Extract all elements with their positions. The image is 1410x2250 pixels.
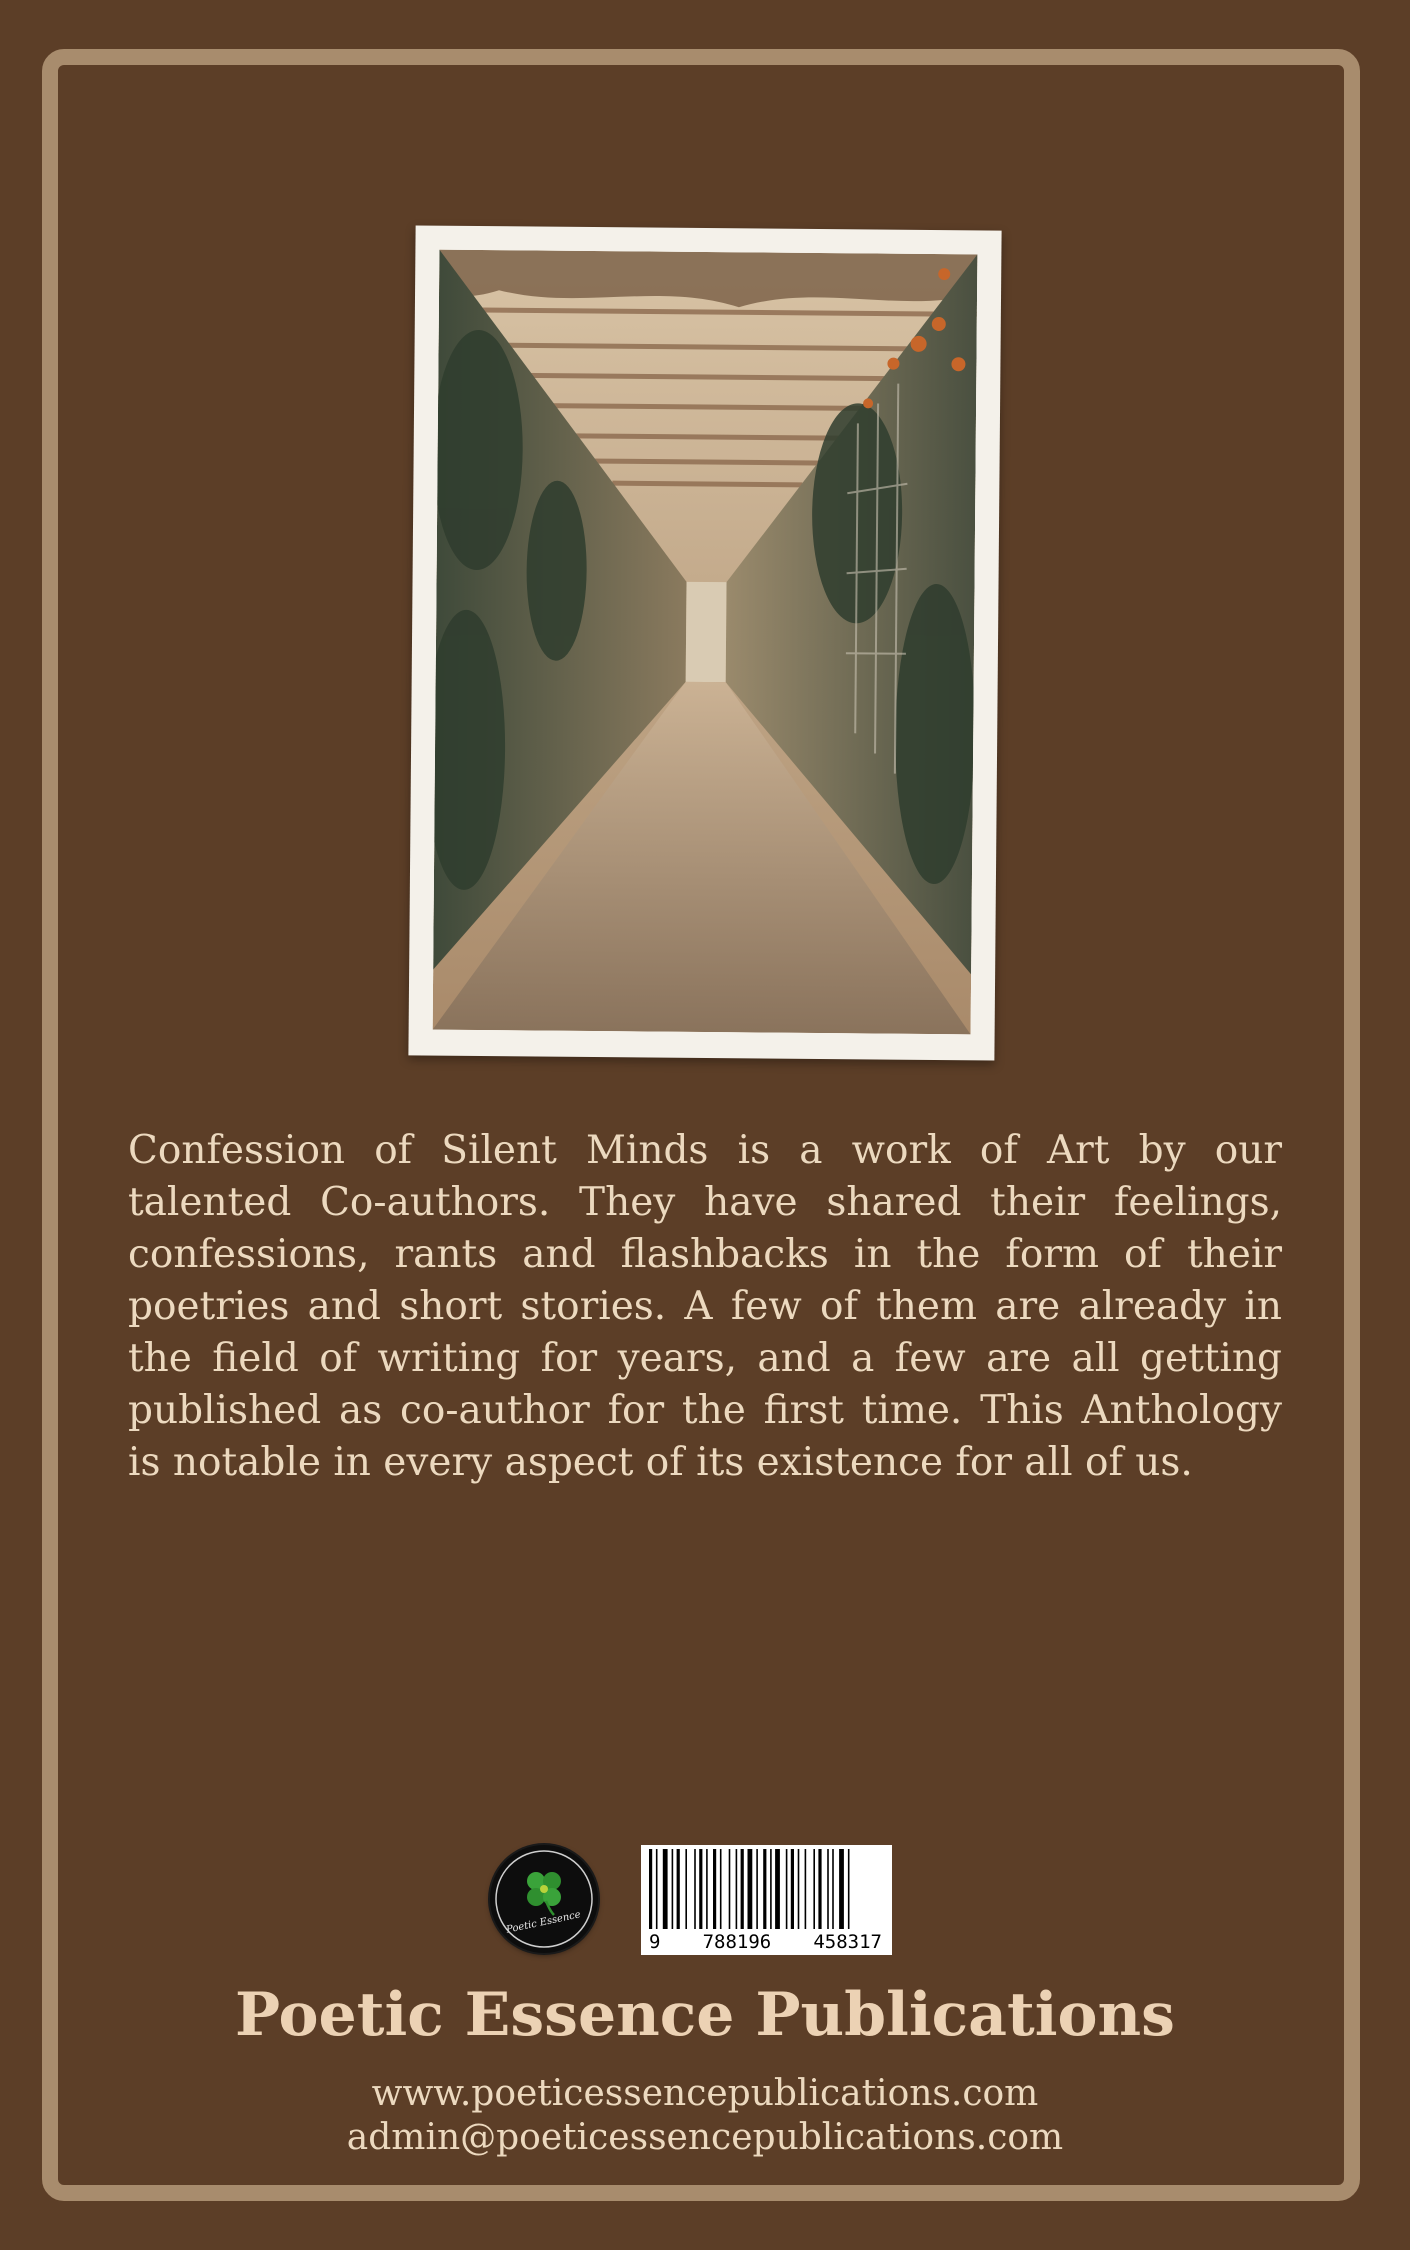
- publisher-email[interactable]: admin@poeticessencepublications.com: [346, 2117, 1064, 2158]
- four-leaf-clover-icon: [527, 1872, 561, 1915]
- cover-photo-polaroid: [408, 225, 1001, 1060]
- barcode-bar: [775, 1849, 780, 1929]
- barcode-bar: [699, 1849, 702, 1929]
- barcode-bar: [736, 1849, 738, 1929]
- barcode-bar: [813, 1849, 815, 1929]
- isbn-digits: [641, 1931, 892, 1953]
- barcode-bar: [694, 1849, 696, 1929]
- isbn-lead-digit: 9: [649, 1931, 661, 1953]
- barcode-bar: [713, 1849, 716, 1929]
- barcode-bar: [729, 1849, 731, 1929]
- barcode-bar: [827, 1849, 829, 1929]
- barcode-bar: [720, 1849, 722, 1929]
- barcode-bar: [656, 1849, 658, 1929]
- barcode-bar: [791, 1849, 794, 1929]
- isbn-barcode: [641, 1845, 892, 1955]
- barcode-bar: [839, 1849, 844, 1929]
- barcode-bar: [786, 1849, 788, 1929]
- barcode-bar: [756, 1849, 758, 1929]
- publisher-website[interactable]: www.poeticessencepublications.com: [371, 2073, 1039, 2114]
- barcode-bar: [763, 1849, 766, 1929]
- barcode-bar: [685, 1849, 687, 1929]
- logo-text: Poetic Essence: [505, 1909, 582, 1936]
- barcode-bar: [677, 1849, 680, 1929]
- publisher-logo: [490, 1845, 598, 1953]
- publisher-name: Poetic Essence Publications: [235, 1980, 1175, 2050]
- isbn-group-1: 788196: [702, 1931, 772, 1953]
- book-description: Confession of Silent Minds is a work of Art by our talented Co-authors. They have shared their feelings, confessions, rants and flashbacks in the form of their poetries and short stories. A few of them are already in the field of writing for years, and a few are all getting published as co-author for the first time. This Anthology is notable in every aspect of its existence for all of us.: [128, 1128, 1282, 1485]
- barcode-bar: [770, 1849, 772, 1929]
- barcode-bar: [832, 1849, 834, 1929]
- barcode-bar: [672, 1849, 674, 1929]
- barcode-bar: [741, 1849, 744, 1929]
- barcode-bar: [706, 1849, 708, 1929]
- garden-pergola-photo: [433, 250, 978, 1035]
- barcode-bar: [663, 1849, 668, 1929]
- isbn-group-2: 458317: [813, 1931, 882, 1953]
- barcode-bar: [649, 1849, 652, 1929]
- barcode-bar: [798, 1849, 800, 1929]
- barcode-bar: [805, 1849, 807, 1929]
- barcode-bar: [748, 1849, 753, 1929]
- barcode-bar: [848, 1849, 850, 1929]
- barcode-bar: [818, 1849, 821, 1929]
